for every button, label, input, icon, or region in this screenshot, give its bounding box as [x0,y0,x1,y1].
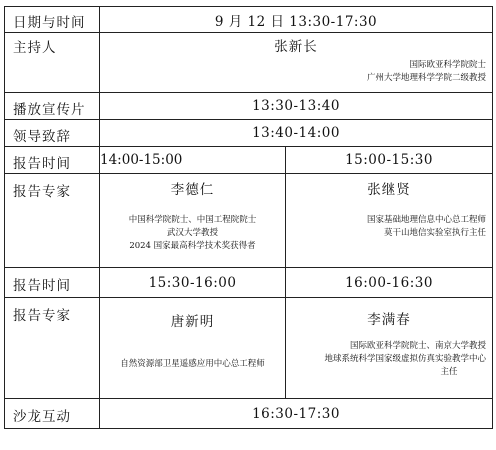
promo-label: 播放宣传片 [5,93,100,120]
host-affil-1: 国际欧亚科学院院士 [409,60,486,70]
expert-affil: 中国科学院院士、中国工程院院士 [128,215,257,225]
expert-affil: 莫干山地信实验室执行主任 [383,228,486,238]
expert-cell-li-manchun [286,298,493,399]
time2-right: 16:00-16:30 [286,268,493,298]
expert-name: 李满春 [367,312,411,328]
salon-time: 16:30-17:30 [100,399,493,429]
expert-name: 唐新明 [170,314,215,330]
row-speech [5,120,493,147]
time2-left: 15:30-16:00 [100,268,286,298]
promo-time: 13:30-13:40 [100,93,493,120]
experts2-label: 报告专家 [5,298,100,399]
expert-cell-zhang-jixian [286,174,493,268]
expert-affil: 地球系统科学国家级虚拟仿真实验教学中心 [324,354,486,364]
row-date [5,7,493,33]
salon-label: 沙龙互动 [5,399,100,429]
expert-name: 李德仁 [170,182,215,198]
schedule-table [4,6,493,429]
expert-affil: 2024 国家最高科学技术奖获得者 [129,241,256,251]
time2-label: 报告时间 [5,268,100,298]
experts1-label: 报告专家 [5,174,100,268]
expert-name: 张继贤 [367,182,411,198]
time1-label: 报告时间 [5,147,100,174]
row-host [5,33,493,93]
row-time-2 [5,268,493,298]
time1-right: 15:00-15:30 [286,147,493,174]
row-experts-1 [5,174,493,268]
speech-label: 领导致辞 [5,120,100,147]
expert-affil: 主任 [440,367,458,377]
expert-cell-li-deren [100,174,286,268]
host-name: 张新长 [274,39,318,55]
expert-affil: 武汉大学教授 [166,228,218,238]
expert-affil: 国际欧亚科学院院士、南京大学教授 [349,341,486,351]
time1-left: 14:00-15:00 [100,147,286,174]
host-affil-2: 广州大学地理科学学院二级教授 [366,73,486,83]
expert-affil: 国家基础地理信息中心总工程师 [366,215,486,225]
expert-affil: 自然资源部卫星遥感应用中心总工程师 [120,359,265,369]
date-label: 日期与时间 [5,7,100,33]
expert-cell-tang-xinming [100,298,286,399]
row-promo [5,93,493,120]
date-value: 9 月 12 日 13:30-17:30 [100,7,493,33]
host-cell [100,33,493,93]
schedule-sheet [4,6,492,443]
speech-time: 13:40-14:00 [100,120,493,147]
row-time-1 [5,147,493,174]
row-salon [5,399,493,429]
row-experts-2 [5,298,493,399]
host-label: 主持人 [5,33,100,93]
